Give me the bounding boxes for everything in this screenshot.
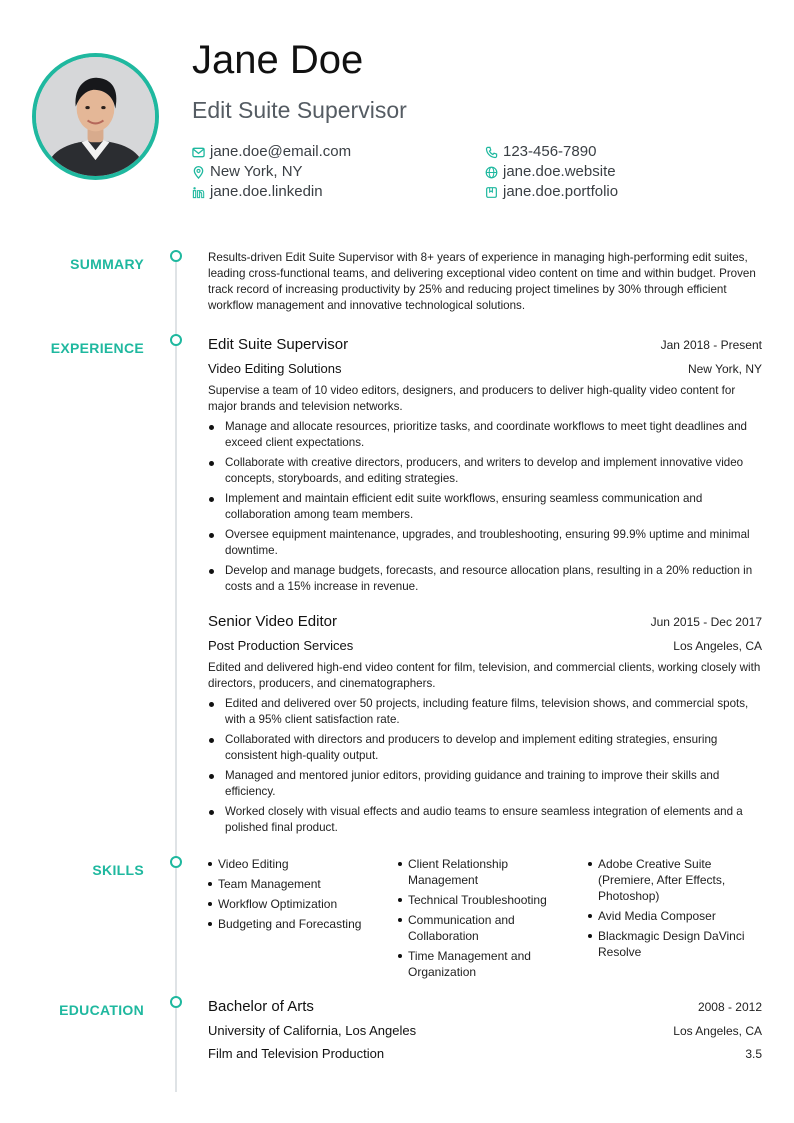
job-location: New York, NY <box>687 362 762 376</box>
education-location: Los Angeles, CA <box>673 1024 762 1038</box>
section-title-experience: EXPERIENCE <box>50 340 144 356</box>
bullet-text: Collaborated with directors and producers to develop and implement editing strategies, ensuring consistent high-quality output. <box>225 733 718 762</box>
location-text: New York, NY <box>210 163 303 180</box>
education-dates: 2008 - 2012 <box>697 1000 762 1014</box>
bullet-dot <box>588 934 592 938</box>
contact-portfolio[interactable] <box>485 183 618 201</box>
bullet-text: Managed and mentored junior editors, providing guidance and training to improve their skills and efficiency. <box>225 769 720 798</box>
skill-item <box>208 896 388 912</box>
contact-location <box>192 163 303 181</box>
bullet-dot <box>209 774 214 779</box>
bullet-dot <box>398 918 402 922</box>
list-item <box>208 419 763 451</box>
skills-column <box>588 856 763 964</box>
bullet-dot <box>208 922 212 926</box>
timeline-dot-experience <box>170 334 182 346</box>
section-title-summary: SUMMARY <box>70 256 144 272</box>
email-text: jane.doe@email.com <box>210 143 352 160</box>
bullet-dot <box>209 702 214 707</box>
skill-item <box>208 916 388 932</box>
education-degree-row <box>208 998 762 1015</box>
bullet-text: Manage and allocate resources, prioritize tasks, and coordinate workflows to meet tight deadlines and exceed client expectations. <box>225 420 748 449</box>
candidate-name: Jane Doe <box>192 38 364 82</box>
section-title-education: EDUCATION <box>59 1002 144 1018</box>
timeline-dot-summary <box>170 250 182 262</box>
skill-item <box>398 912 568 944</box>
bullet-dot <box>588 914 592 918</box>
profile-photo <box>32 53 159 180</box>
bullet-text: Implement and maintain efficient edit suite workflows, ensuring seamless communication and collaboration among team members. <box>225 492 703 521</box>
job-dates: Jan 2018 - Present <box>660 338 762 352</box>
skills-column <box>208 856 388 936</box>
bullet-text: Oversee equipment maintenance, upgrades, and troubleshooting, ensuring 99.9% uptime and minimal downtime. <box>225 528 750 557</box>
profile-photo-illustration <box>36 57 155 176</box>
job-description: Supervise a team of 10 video editors, designers, and producers to deliver high-quality video content for major brands and television networks. <box>208 384 736 413</box>
contact-email[interactable] <box>192 143 351 161</box>
job-header-row <box>208 336 762 353</box>
job-bullets <box>208 419 763 599</box>
skill-item <box>398 948 568 980</box>
skill-text: Technical Troubleshooting <box>408 893 547 907</box>
job-company: Post Production Services <box>208 638 354 653</box>
skill-text: Adobe Creative Suite (Premiere, After Effects, Photoshop) <box>598 857 726 903</box>
skill-item <box>588 856 763 904</box>
section-title-skills: SKILLS <box>92 862 144 878</box>
bullet-dot <box>208 862 212 866</box>
bullet-dot <box>209 461 214 466</box>
linkedin-icon <box>192 186 205 199</box>
job-company: Video Editing Solutions <box>208 361 342 376</box>
skill-text: Budgeting and Forecasting <box>218 917 362 931</box>
phone-text: 123-456-7890 <box>503 143 597 160</box>
location-pin-icon <box>192 166 205 179</box>
skills-column <box>398 856 568 984</box>
skill-text: Workflow Optimization <box>218 897 338 911</box>
skill-text: Communication and Collaboration <box>408 913 515 943</box>
list-item <box>208 804 763 836</box>
bullet-dot <box>208 882 212 886</box>
skill-item <box>588 908 763 924</box>
skill-item <box>398 856 568 888</box>
candidate-title: Edit Suite Supervisor <box>192 97 407 123</box>
contact-linkedin[interactable] <box>192 183 323 201</box>
bullet-text: Develop and manage budgets, forecasts, and resource allocation plans, resulting in a 20% reduction in costs and a 15% increase in revenue. <box>225 564 753 593</box>
skill-item <box>208 876 388 892</box>
timeline-line <box>175 257 177 1092</box>
bullet-dot <box>588 862 592 866</box>
linkedin-text: jane.doe.linkedin <box>210 183 323 200</box>
skill-text: Team Management <box>218 877 321 891</box>
job-dates: Jun 2015 - Dec 2017 <box>650 615 762 629</box>
phone-icon <box>485 146 498 159</box>
bullet-dot <box>209 738 214 743</box>
education-school-row <box>208 1023 762 1038</box>
education-field-row <box>208 1046 762 1061</box>
contact-website[interactable] <box>485 163 616 181</box>
skill-item <box>398 892 568 908</box>
bullet-dot <box>209 425 214 430</box>
bullet-dot <box>398 954 402 958</box>
bullet-dot <box>209 810 214 815</box>
bullet-dot <box>398 862 402 866</box>
skill-item <box>588 928 763 960</box>
job-title: Edit Suite Supervisor <box>208 336 349 353</box>
bullet-text: Worked closely with visual effects and audio teams to ensure seamless integration of elements and a polished final product. <box>225 805 743 834</box>
education-school: University of California, Los Angeles <box>208 1023 417 1038</box>
education-field: Film and Television Production <box>208 1046 385 1061</box>
skill-text: Video Editing <box>218 857 289 871</box>
list-item <box>208 491 763 523</box>
list-item <box>208 732 763 764</box>
contact-phone[interactable] <box>485 143 596 161</box>
job-location: Los Angeles, CA <box>673 639 762 653</box>
timeline-dot-education <box>170 996 182 1008</box>
bullet-dot <box>209 497 214 502</box>
list-item <box>208 696 763 728</box>
mail-icon <box>192 146 205 159</box>
skill-item <box>208 856 388 872</box>
list-item <box>208 563 763 595</box>
summary-text: Results-driven Edit Suite Supervisor with 8+ years of experience in managing high-performing edit suites, leading cross-functional teams, and delivering exceptional video content on time and within budget. Proven track record of increasing productivity by 25% and reducing project timelines by 30% through efficient workflow management and innovative technological solutions. <box>208 251 756 312</box>
skill-text: Avid Media Composer <box>598 909 716 923</box>
list-item <box>208 455 763 487</box>
globe-icon <box>485 166 498 179</box>
bullet-dot <box>209 533 214 538</box>
website-text: jane.doe.website <box>503 163 616 180</box>
portfolio-icon <box>485 186 498 199</box>
skill-text: Time Management and Organization <box>408 949 531 979</box>
job-header-row <box>208 613 762 630</box>
bullet-text: Collaborate with creative directors, producers, and writers to develop and implement innovative video concepts, storyboards, and editing strategies. <box>225 456 744 485</box>
skill-text: Blackmagic Design DaVinci Resolve <box>598 929 745 959</box>
bullet-dot <box>209 569 214 574</box>
portfolio-text: jane.doe.portfolio <box>503 183 619 200</box>
bullet-text: Edited and delivered over 50 projects, including feature films, television shows, and commercial spots, with a 95% client satisfaction rate. <box>225 697 749 726</box>
job-bullets <box>208 696 763 840</box>
bullet-dot <box>398 898 402 902</box>
skill-text: Client Relationship Management <box>408 857 509 887</box>
job-description: Edited and delivered high-end video content for film, television, and commercial clients, working closely with directors, producers, and cinematographers. <box>208 661 761 690</box>
education-degree: Bachelor of Arts <box>208 998 314 1015</box>
timeline-dot-skills <box>170 856 182 868</box>
list-item <box>208 527 763 559</box>
education-gpa: 3.5 <box>745 1047 762 1061</box>
job-company-row <box>208 361 762 376</box>
list-item <box>208 768 763 800</box>
job-title: Senior Video Editor <box>208 613 337 630</box>
job-company-row <box>208 638 762 653</box>
bullet-dot <box>208 902 212 906</box>
